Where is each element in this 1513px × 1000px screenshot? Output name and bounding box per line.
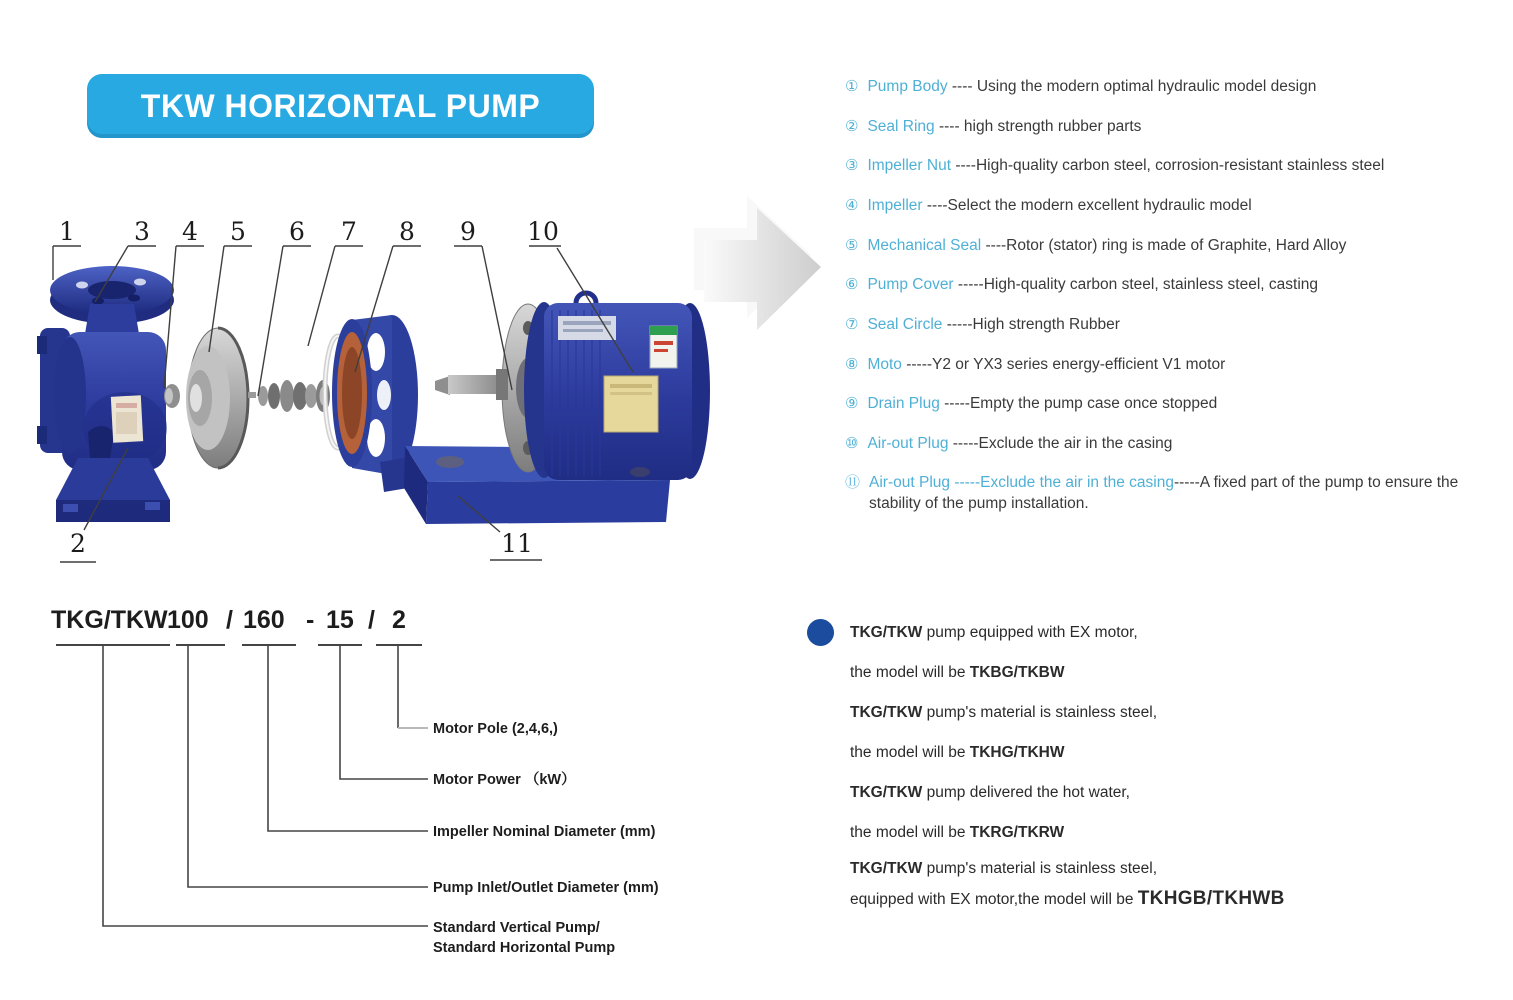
note-text: the model will be xyxy=(850,664,970,681)
part-desc-highlight: -----Exclude the air in the casing xyxy=(950,474,1174,491)
part-desc: -----High-quality carbon steel, stainless steel, casting xyxy=(953,276,1319,293)
parts-list-item-3 xyxy=(845,155,1384,176)
note-model: TKRG/TKRW xyxy=(969,824,1065,841)
part-name: Pump Cover xyxy=(867,276,954,293)
callout-8: 8 xyxy=(399,217,415,246)
part-name: Air-out Plug xyxy=(867,435,949,452)
pump-body-illustration xyxy=(37,266,174,522)
part-name: Drain Plug xyxy=(867,395,940,412)
callout-4: 4 xyxy=(182,217,198,246)
exploded-pump-diagram xyxy=(30,200,730,590)
parts-list-item-11 xyxy=(845,472,1487,514)
callout-10: 10 xyxy=(527,217,559,246)
part-name: Air-out Plug xyxy=(869,474,950,491)
circled-number-2: ② xyxy=(845,118,859,135)
bullet-icon xyxy=(807,619,834,646)
label-motor-pole: Motor Pole (2,4,6,) xyxy=(433,721,558,737)
note-text: equipped with EX motor,the model will be xyxy=(850,891,1138,908)
callout-2: 2 xyxy=(70,529,86,558)
part-desc: ----Select the modern excellent hydraulic model xyxy=(922,197,1252,214)
note-text: pump delivered the hot water, xyxy=(922,784,1130,801)
parts-list-item-6 xyxy=(845,274,1318,295)
note-text: the model will be xyxy=(850,824,970,841)
note-bold: TKG/TKW xyxy=(850,784,923,801)
note-line-8 xyxy=(850,888,1285,911)
title-banner xyxy=(87,74,594,138)
note-line-4 xyxy=(850,742,1064,764)
parts-list-item-9 xyxy=(845,393,1217,414)
parts-list-item-5 xyxy=(845,235,1346,256)
part-desc: -----High strength Rubber xyxy=(942,316,1120,333)
circled-number-3: ③ xyxy=(845,157,859,174)
note-text: the model will be xyxy=(850,744,970,761)
note-bold: TKG/TKW xyxy=(850,624,923,641)
circled-number-5: ⑤ xyxy=(845,237,859,254)
circled-number-7: ⑦ xyxy=(845,316,859,333)
note-model: TKBG/TKBW xyxy=(969,664,1065,681)
note-line-2 xyxy=(850,662,1064,684)
circled-number-6: ⑥ xyxy=(845,276,859,293)
model-pole-value: 2 xyxy=(392,606,406,634)
part-desc: -----Empty the pump case once stopped xyxy=(939,395,1218,412)
impeller-illustration xyxy=(186,328,248,468)
note-line-5 xyxy=(850,782,1130,804)
callout-6: 6 xyxy=(289,217,305,246)
part-desc: ----High-quality carbon steel, corrosion-resistant stainless steel xyxy=(951,157,1385,174)
note-bold: TKG/TKW xyxy=(850,704,923,721)
label-impeller-diameter: Impeller Nominal Diameter (mm) xyxy=(433,824,656,840)
parts-list-item-4 xyxy=(845,195,1252,216)
callout-5: 5 xyxy=(230,217,246,246)
note-line-7 xyxy=(850,858,1157,880)
label-inlet-outlet-diameter: Pump Inlet/Outlet Diameter (mm) xyxy=(433,880,659,896)
impeller-nut-illustration xyxy=(164,384,180,408)
part-name: Mechanical Seal xyxy=(867,237,982,254)
label-standard-pump-line1: Standard Vertical Pump/ xyxy=(433,920,600,936)
parts-list-item-1 xyxy=(845,76,1316,97)
base-stain xyxy=(436,456,464,468)
part-desc: ---- high strength rubber parts xyxy=(934,118,1142,135)
part-name: Seal Ring xyxy=(867,118,935,135)
parts-list-item-2 xyxy=(845,116,1141,137)
note-model: TKHGB/TKHWB xyxy=(1137,888,1285,909)
label-motor-power: Motor Power （kW） xyxy=(433,772,576,788)
part-name: Pump Body xyxy=(867,78,948,95)
callout-9: 9 xyxy=(460,217,476,246)
part-name: Impeller Nut xyxy=(867,157,952,174)
part-desc: -----A fixed part of the pump to ensure the stability of the pump installation. xyxy=(869,474,1463,512)
circled-number-1: ① xyxy=(845,78,859,95)
page-title: TKW HORIZONTAL PUMP xyxy=(140,87,541,124)
model-separator-1: / xyxy=(226,606,233,634)
right-arrow-icon xyxy=(688,193,838,341)
model-separator-2: / xyxy=(368,606,375,634)
part-name: Moto xyxy=(867,356,902,373)
note-line-1 xyxy=(850,622,1138,644)
note-text: pump's material is stainless steel, xyxy=(922,860,1158,877)
model-dash: - xyxy=(306,606,315,634)
model-code-diagram xyxy=(40,595,740,990)
part-name: Impeller xyxy=(867,197,923,214)
circled-number-10: ⑩ xyxy=(845,435,859,452)
callout-11: 11 xyxy=(501,529,533,558)
parts-list-item-7 xyxy=(845,314,1120,335)
circled-number-9: ⑨ xyxy=(845,395,859,412)
model-impeller-value: 160 xyxy=(243,606,285,634)
circled-number-8: ⑧ xyxy=(845,356,859,373)
model-series: TKG/TKW xyxy=(51,606,168,634)
note-line-3 xyxy=(850,702,1157,724)
note-line-6 xyxy=(850,822,1064,844)
part-desc: -----Exclude the air in the casing xyxy=(948,435,1173,452)
part-desc: ----Rotor (stator) ring is made of Graphite, Hard Alloy xyxy=(981,237,1347,254)
part-desc: ---- Using the modern optimal hydraulic model design xyxy=(947,78,1317,95)
part-desc: -----Y2 or YX3 series energy-efficient V1 motor xyxy=(901,356,1226,373)
callout-7: 7 xyxy=(341,217,357,246)
part-name: Seal Circle xyxy=(867,316,943,333)
callout-1: 1 xyxy=(59,217,75,246)
label-standard-pump-line2: Standard Horizontal Pump xyxy=(433,940,616,956)
note-text: pump's material is stainless steel, xyxy=(922,704,1158,721)
circled-number-4: ④ xyxy=(845,197,859,214)
parts-list-item-8 xyxy=(845,354,1225,375)
model-inlet-value: 100 xyxy=(167,606,209,634)
top-sticker xyxy=(558,316,616,340)
note-bold: TKG/TKW xyxy=(850,860,923,877)
note-text: pump equipped with EX motor, xyxy=(922,624,1138,641)
note-model: TKHG/TKHW xyxy=(969,744,1065,761)
model-power-value: 15 xyxy=(326,606,354,634)
callout-3: 3 xyxy=(134,217,150,246)
parts-list-item-10 xyxy=(845,433,1172,454)
circled-number-11: ⑪ xyxy=(845,474,861,491)
